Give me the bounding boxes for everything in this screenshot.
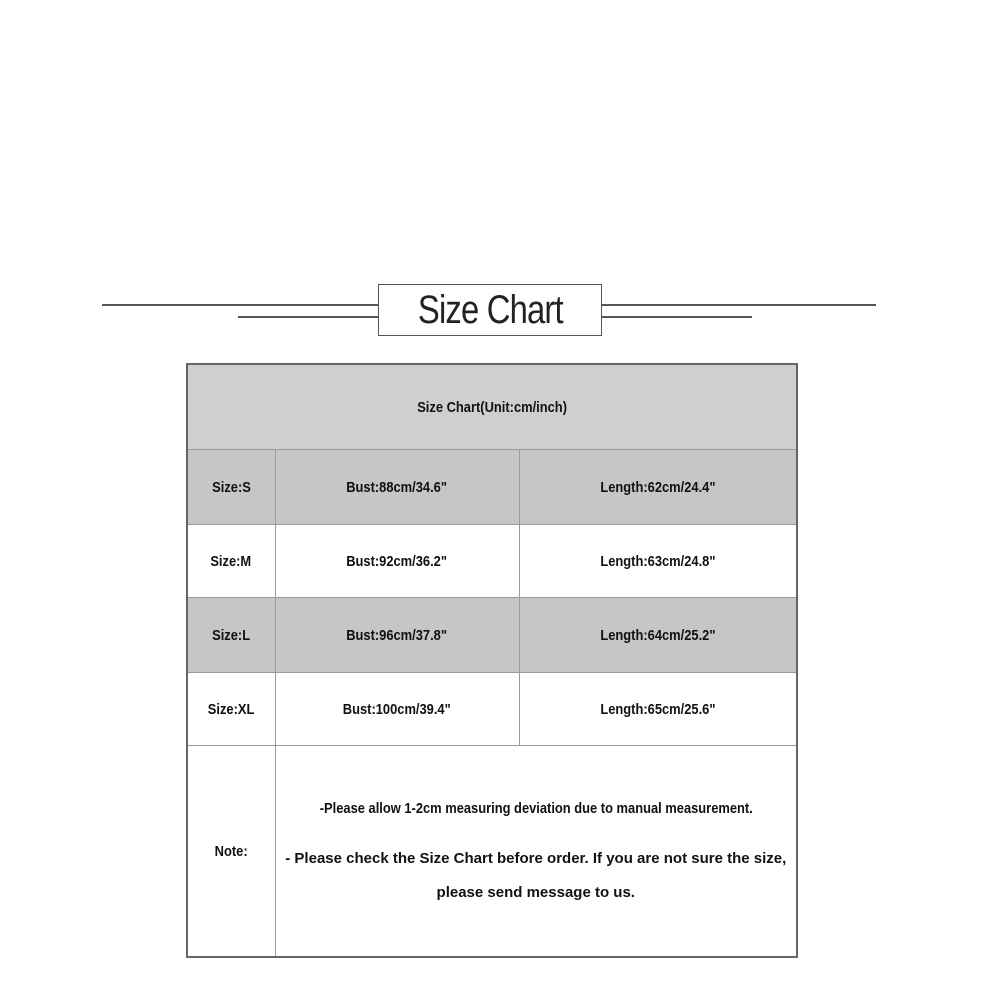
length-cell: [519, 673, 797, 746]
size-cell: [187, 673, 275, 746]
page-title-text: Size Chart: [417, 287, 563, 332]
bust-value: Bust:88cm/34.6": [346, 478, 448, 496]
bust-value: Bust:96cm/37.8": [346, 626, 448, 644]
table-header-text: Size Chart(Unit:cm/inch): [417, 398, 567, 416]
title-rule-right-short: [602, 316, 752, 318]
table-row: [187, 525, 797, 598]
table-row: [187, 673, 797, 746]
bust-cell: [275, 598, 519, 673]
note-label-cell: [187, 746, 275, 958]
bust-cell: [275, 450, 519, 525]
length-value: Length:63cm/24.8": [600, 552, 716, 570]
table-header-row: [187, 364, 797, 450]
size-cell: [187, 450, 275, 525]
length-value: Length:65cm/25.6": [600, 700, 716, 718]
size-label: Size:XL: [207, 700, 255, 718]
bust-cell: [275, 673, 519, 746]
page-title: [378, 284, 602, 336]
length-value: Length:64cm/25.2": [600, 626, 716, 644]
length-value: Length:62cm/24.4": [600, 478, 716, 496]
note-text-cell: [275, 746, 797, 958]
title-rule-left-short: [238, 316, 378, 318]
note-line-2: - Please check the Size Chart before order. If you are not sure the size, please send message to us.: [285, 850, 787, 901]
length-cell: [519, 525, 797, 598]
size-chart-table: [186, 363, 798, 958]
table-row: [187, 450, 797, 525]
table-header: [187, 364, 797, 450]
note-line-1: -Please allow 1-2cm measuring deviation due to manual measurement.: [319, 800, 753, 817]
table-row: [187, 598, 797, 673]
title-rule-right-long: [602, 304, 876, 306]
size-cell: [187, 598, 275, 673]
length-cell: [519, 598, 797, 673]
note-row: [187, 746, 797, 958]
size-cell: [187, 525, 275, 598]
size-label: Size:M: [210, 552, 252, 570]
bust-value: Bust:92cm/36.2": [346, 552, 448, 570]
bust-cell: [275, 525, 519, 598]
note-label: Note:: [214, 842, 248, 860]
length-cell: [519, 450, 797, 525]
size-label: Size:L: [212, 626, 251, 644]
size-label: Size:S: [211, 478, 251, 496]
title-rule-left-long: [102, 304, 378, 306]
bust-value: Bust:100cm/39.4": [343, 700, 451, 718]
